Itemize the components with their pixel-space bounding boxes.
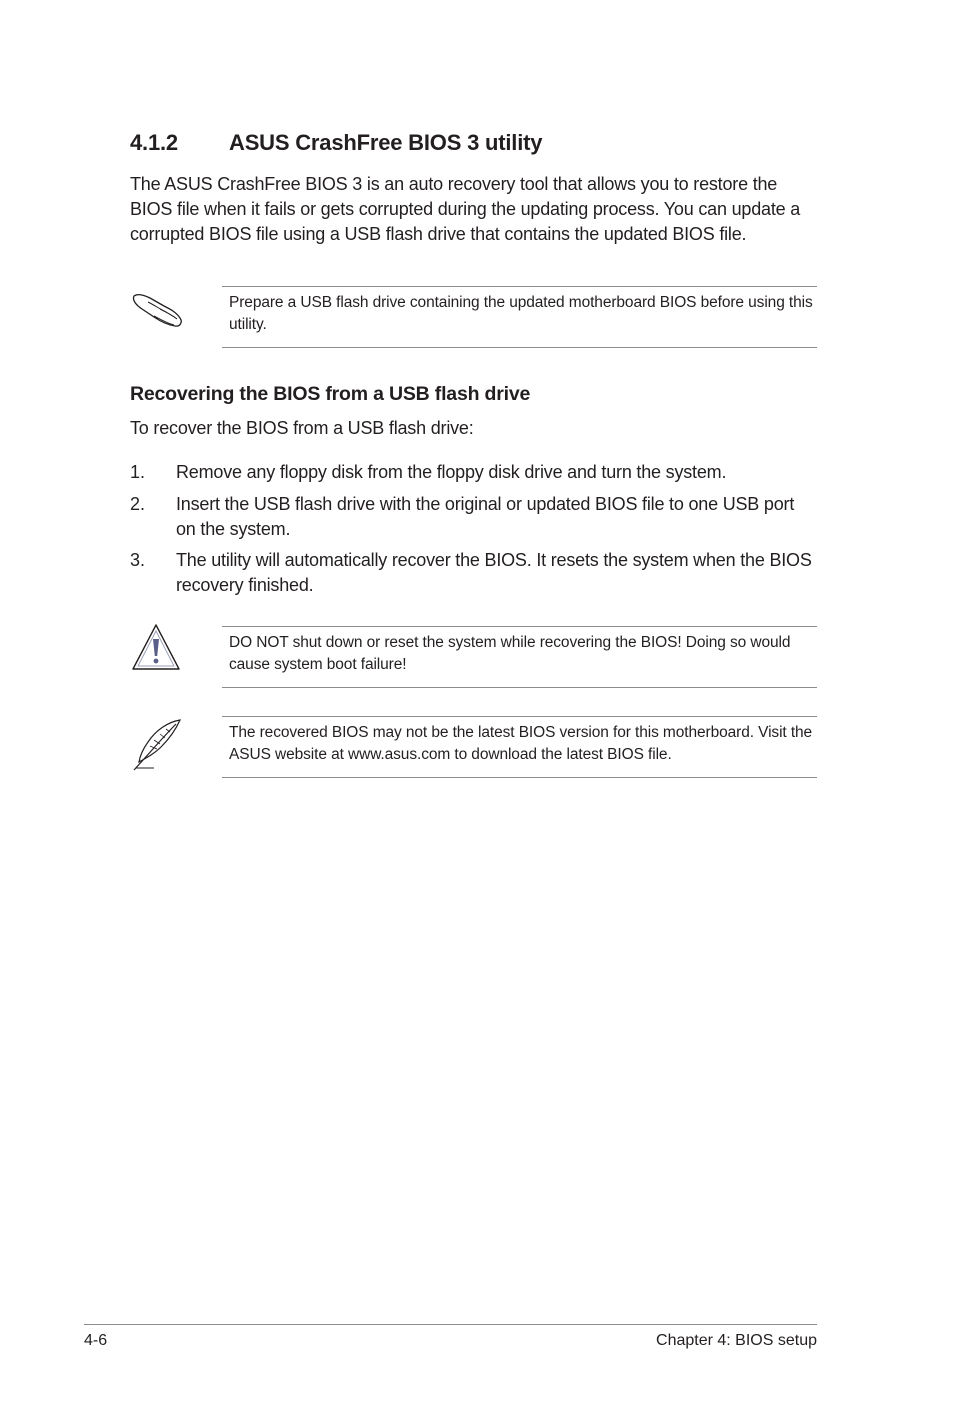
note-info-text: The recovered BIOS may not be the latest BIOS version for this motherboard. Visit the ASUS website at www.asus.com to download the latest BIOS file. (229, 724, 813, 763)
step-text: The utility will automatically recover the BIOS. It resets the system when the BIOS recovery finished. (176, 550, 812, 595)
page-number: 4-6 (84, 1332, 108, 1349)
footer-divider (84, 1324, 817, 1325)
note-prepare-text: Prepare a USB flash drive containing the updated motherboard BIOS before using this utility. (229, 294, 813, 333)
note-prepare (222, 286, 817, 348)
step-text: Remove any floppy disk from the floppy disk drive and turn the system. (176, 462, 727, 482)
pointing-hand-icon (130, 288, 186, 335)
section-number: 4.1.2 (130, 130, 178, 155)
step-number: 1. (130, 462, 146, 482)
subsection-heading: Recovering the BIOS from a USB flash drive (130, 383, 531, 405)
note-warning (222, 626, 817, 688)
chapter-label: Chapter 4: BIOS setup (656, 1332, 817, 1349)
note-info (222, 716, 817, 778)
warning-triangle-icon (130, 622, 182, 677)
step-number: 2. (130, 494, 146, 514)
section-title: ASUS CrashFree BIOS 3 utility (229, 130, 543, 155)
note-warning-text: DO NOT shut down or reset the system while recovering the BIOS! Doing so would cause system boot failure! (229, 634, 791, 673)
intro-paragraph: The ASUS CrashFree BIOS 3 is an auto recovery tool that allows you to restore the BIOS file when it fails or gets corrupted during the updating process. You can update a corrupted BIOS file using a USB flash drive that contains the updated BIOS file. (130, 174, 801, 244)
step-text: Insert the USB flash drive with the original or updated BIOS file to one USB port on the system. (176, 494, 795, 539)
quill-pen-icon (130, 716, 184, 777)
step-number: 3. (130, 550, 146, 570)
recover-lead: To recover the BIOS from a USB flash drive: (130, 418, 474, 438)
